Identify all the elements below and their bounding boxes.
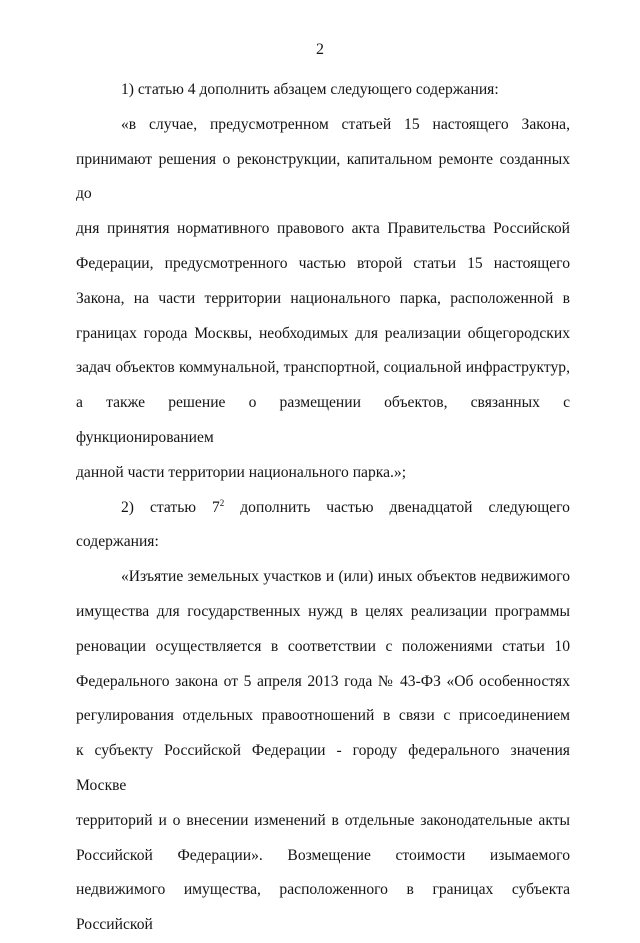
item1-quote-line: а также решение о размещении объектов, связанных с функционированием bbox=[76, 394, 570, 446]
article-superscript: 2 bbox=[219, 497, 225, 508]
item1-quote-line: Закона, на части территории национального парка, расположенной в bbox=[76, 289, 570, 307]
item2-intro bbox=[76, 491, 570, 561]
item2-intro-suffix: дополнить частью двенадцатой следующего bbox=[224, 498, 570, 516]
item1-quote-line: данной части территории национального парка.»; bbox=[76, 463, 407, 481]
page-number: 2 bbox=[316, 41, 324, 58]
item2-quote-line: Российской Федерации». Возмещение стоимости изымаемого bbox=[76, 846, 570, 864]
item1-quote-line: Федерации, предусмотренного частью второй статьи 15 настоящего bbox=[76, 254, 570, 272]
document-body bbox=[76, 73, 570, 943]
item1-quote bbox=[76, 108, 570, 491]
item2-intro-line bbox=[76, 491, 570, 526]
item2-quote-line: Федерального закона от 5 апреля 2013 года № 43-ФЗ «Об особенностях bbox=[76, 672, 570, 690]
item1-quote-line: задач объектов коммунальной, транспортной, социальной инфраструктур, bbox=[76, 359, 570, 377]
item2-quote bbox=[76, 560, 570, 943]
item2-intro-line: содержания: bbox=[76, 533, 159, 551]
item2-quote-line: «Изъятие земельных участков и (или) иных объектов недвижимого bbox=[121, 568, 570, 586]
item1-intro: 1) статью 4 дополнить абзацем следующего содержания: bbox=[121, 81, 499, 98]
item2-quote-line: к субъекту Российской Федерации - городу федерального значения Москве bbox=[76, 742, 570, 794]
item2-quote-line: реновации осуществляется в соответствии с положениями статьи 10 bbox=[76, 637, 570, 655]
item1-quote-line: границах города Москвы, необходимых для реализации общегородских bbox=[76, 324, 570, 342]
item1-quote-line: принимают решения о реконструкции, капитальном ремонте созданных до bbox=[76, 150, 570, 203]
item2-intro-prefix: 2) статью 7 bbox=[121, 498, 220, 516]
item2-quote-line: имущества для государственных нужд в целях реализации программы bbox=[76, 602, 570, 620]
item2-quote-line: недвижимого имущества, расположенного в границах субъекта Российской bbox=[76, 881, 570, 934]
item1-quote-line: дня принятия нормативного правового акта Правительства Российской bbox=[76, 220, 570, 238]
item1-quote-line: «в случае, предусмотренном статьей 15 настоящего Закона, bbox=[121, 115, 570, 133]
item2-quote-line: регулирования отдельных правоотношений в связи с присоединением bbox=[76, 707, 570, 725]
item2-quote-line: территорий и о внесении изменений в отдельные законодательные акты bbox=[76, 811, 570, 829]
